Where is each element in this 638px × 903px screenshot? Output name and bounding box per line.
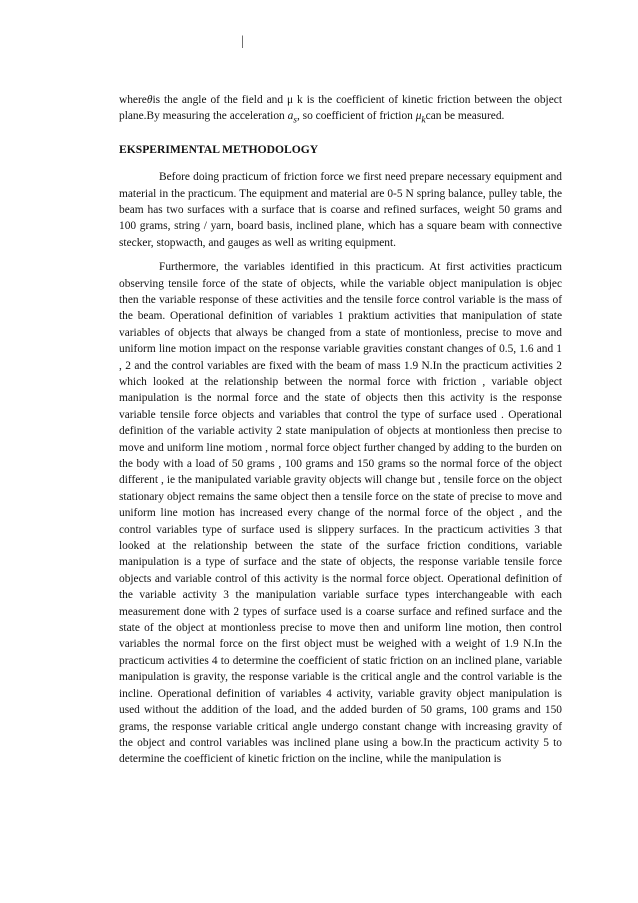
acceleration-symbol: a [287, 110, 294, 123]
header-mark: | [241, 34, 244, 49]
page-content [119, 92, 562, 768]
theta-symbol: θ [146, 94, 153, 106]
mu-subscript: k [421, 115, 426, 126]
intro-paragraph [119, 92, 562, 129]
body-paragraph-2: Furthermore, the variables identified in this practicum. At first activities practicum observing tensile force of the state of objects, while the variable object manipulation is objec then the variable response of these activities and the tensile force control variable is the mass of the beam. Operational definition of variables 1 praktium activities that manipulation of state variables of objects that always be changed from a state of montionless, precise to move and uniform line motion impact on the response variable gravities constant changes of 0.5, 1.6 and 1 , 2 and the control variables are fixed with the beam of mass 1.9 N.In the practicum activities 2 which looked at the relationship between the normal force with friction , variable object manipulation is the normal force and the state of objects then this activity is the response variable tensile force objects and variables that control the type of surface used . Operational definition of the variable activity 2 state manipulation of objects at montionless then precise to move and uniform line motiom , normal force object further changed by adding to the burden on the body with a load of 50 grams , 100 grams and 150 grams so the normal force of the object different , ie the manipulated variable gravity objects will change but , tensile force on the object stationary object remains the same object then a tensile force on the state of precise to move and uniform line motion has increased every change of the normal force of the object , and the control variables type of surface used is slippery surfaces. In the practicum activities 3 that looked at the relationship between the state of the surface friction conditions, variable manipulation is a type of surface and the state of objects, the response variable tensile force objects and variable control of this activity is the normal force object. Operational definition of the variable activity 3 the manipulation variable surface types interchangeable with each measurement done with 2 types of surface used is a coarse surface and refined surface and the state of the object at montionless precise to move then and uniform line motion, then control variables the normal force on the first object must be weighed with a weight of 1.9 N.In the practicum activities 4 to determine the coefficient of static friction on an inclined plane, variable manipulation is gravity, the response variable is the critical angle and the control variable is the incline. Operational definition of variables 4 activity, variable gravity object manipulation is used without the addition of the load, and the added burden of 50 grams, 100 grams and 150 grams, the response variable critical angle undergo constant change with increasing gravity of the object and control variables was inclined plane using a bow.In the practicum activity 5 to determine the coefficient of kinetic friction on the incline, while the manipulation is [119, 261, 562, 766]
acceleration-subscript: s [293, 115, 297, 126]
intro-text-1: where [119, 94, 147, 106]
intro-text-4: can be measured. [425, 110, 505, 123]
intro-text-2: is the angle of the field and μ k is the coefficient of kinetic friction between the object plane.By measuring the acceleration [119, 94, 562, 123]
mu-symbol: μ [415, 110, 422, 123]
intro-text-3: , so coefficient of friction [296, 110, 416, 123]
body-paragraph-1: Before doing practicum of friction force we first need prepare necessary equipment and material in the practicum. The equipment and material are 0-5 N spring balance, pulley table, the beam has two surfaces with a surface that is coarse and refined surfaces, weight 50 grams and 100 grams, string / yarn, board basis, inclined plane, which has a square beam with connective stecker, stopwacth, and gauges as well as writing equipment. [119, 171, 562, 249]
section-heading: EKSPERIMENTAL METHODOLOGY [119, 143, 319, 157]
